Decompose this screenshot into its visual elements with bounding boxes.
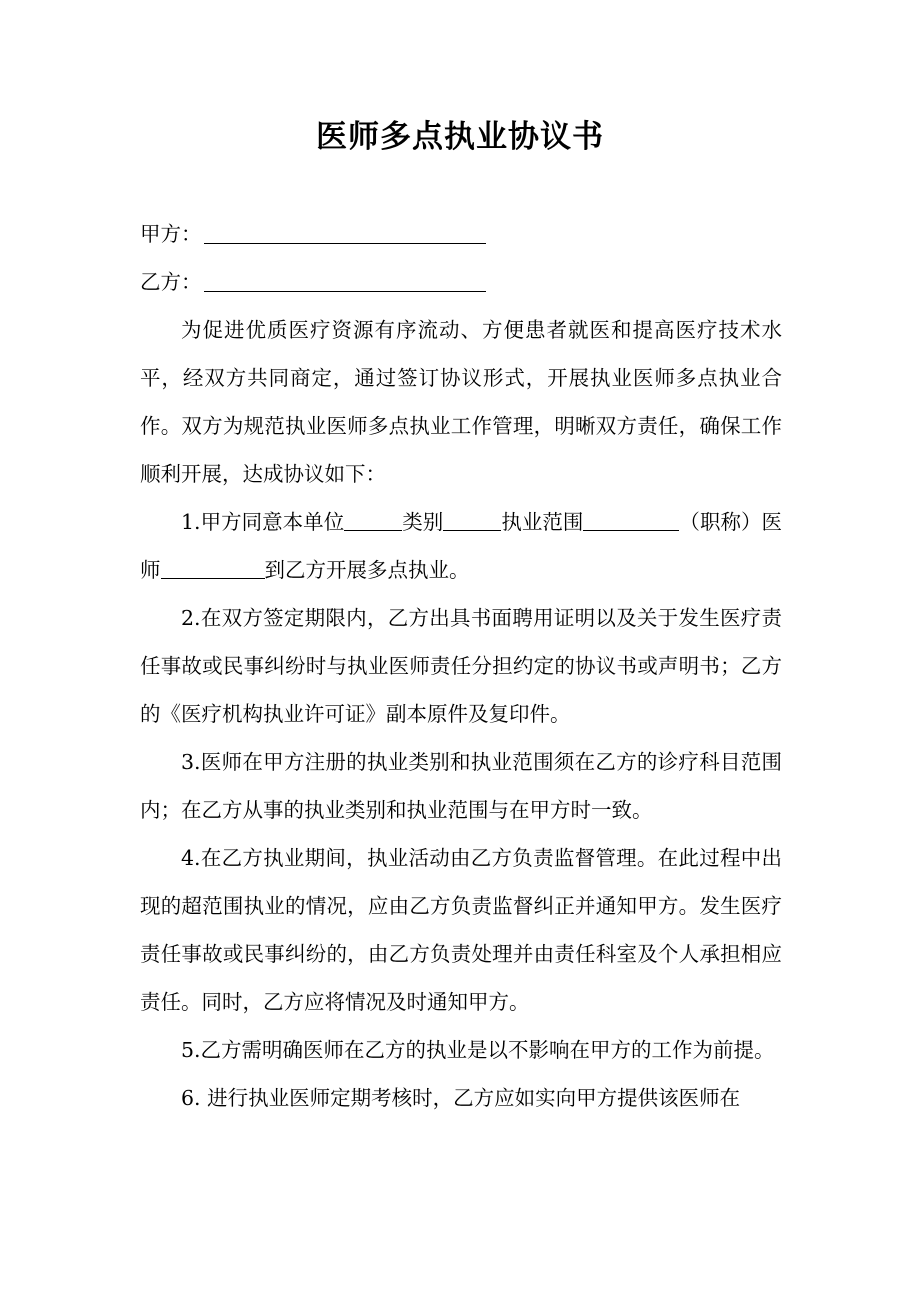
- clause-1-paragraph: [140, 498, 782, 594]
- party-a-blank: [204, 219, 486, 244]
- clause-1-part-3: 执业范围: [501, 510, 584, 534]
- department-blank: [344, 508, 402, 531]
- clause-3-paragraph: 3.医师在甲方注册的执业类别和执业范围须在乙方的诊疗科目范围内；在乙方从事的执业类别和执业范围与在甲方时一致。: [140, 750, 782, 822]
- clause-1-part-2: 类别: [402, 510, 444, 534]
- clause-2-paragraph: 2.在双方签定期限内，乙方出具书面聘用证明以及关于发生医疗责任事故或民事纠纷时与执业医师责任分担约定的协议书或声明书；乙方的《医疗机构执业许可证》副本原件及复印件。: [140, 606, 782, 726]
- physician-name-blank: [161, 556, 265, 579]
- document-title: 医师多点执业协议书: [316, 119, 604, 155]
- party-b-line: [140, 258, 782, 306]
- clause-6-paragraph: 6. 进行执业医师定期考核时，乙方应如实向甲方提供该医师在: [181, 1086, 741, 1110]
- party-a-line: [140, 210, 782, 258]
- clause-5-paragraph: 5.乙方需明确医师在乙方的执业是以不影响在甲方的工作为前提。: [181, 1038, 775, 1062]
- clause-1-part-4: （职称）医师: [140, 510, 783, 582]
- party-a-label: 甲方：: [140, 222, 202, 246]
- category-blank: [443, 508, 501, 531]
- clause-1-part-5: 到乙方开展多点执业。: [264, 558, 470, 582]
- document-body: [140, 210, 782, 1122]
- party-b-blank: [204, 267, 486, 292]
- party-b-label: 乙方：: [140, 270, 202, 294]
- preamble-paragraph: 为促进优质医疗资源有序流动、方便患者就医和提高医疗技术水平，经双方共同商定，通过签订协议形式，开展执业医师多点执业合作。双方为规范执业医师多点执业工作管理，明晰双方责任，确保工作顺利开展，达成协议如下：: [140, 318, 782, 486]
- clause-4-paragraph: 4.在乙方执业期间，执业活动由乙方负责监督管理。在此过程中出现的超范围执业的情况，应由乙方负责监督纠正并通知甲方。发生医疗责任事故或民事纠纷的，由乙方负责处理并由责任科室及个人承担相应责任。同时，乙方应将情况及时通知甲方。: [140, 846, 782, 1014]
- scope-blank: [583, 508, 679, 531]
- clause-1-part-1: 1.甲方同意本单位: [181, 510, 345, 534]
